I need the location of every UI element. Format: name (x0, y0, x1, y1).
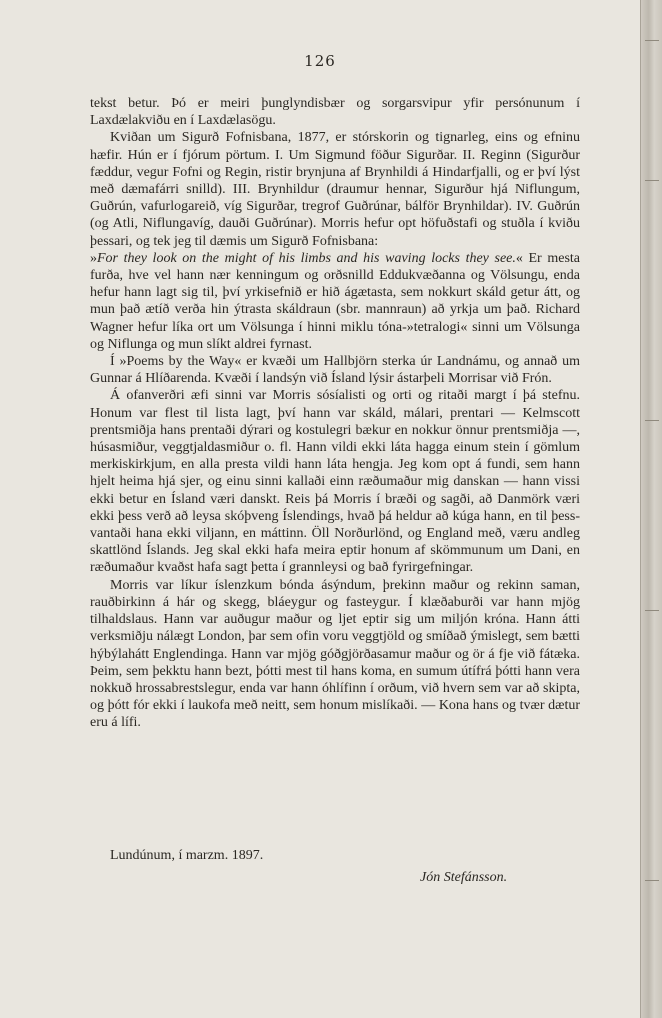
author-signature: Jón Stefánsson. (420, 870, 508, 885)
paragraph: Kviðan um Sigurð Fofnisbana, 1877, er stórskorin og tignarleg, eins og efninu hæfir. Hún er í fjórum pörtum. I. Um Sigmund föður Sigurðar. II. Reginn (Sigurður fæddur, vegur Fofni og Regin, ristir brynjuna af Brynhildi á Hindarfjalli, og er því lýst með dæmafárri snilld). III. Brynhildur (draumur hennar, Sigurður hjá Niflungum, Guðrún, vafurlogareið, víg Sigurðar, tregrof Guðrúnar, bálför Brynhildar). IV. Guðrún (og Atli, Niflungavíg, dauði Guðrúnar). Morris hefur opt höfuðstafi og stuðla í kviðu þessari, og tek jeg til dæmis um Sigurð Fofnisbana: (90, 130, 580, 249)
paragraph: Á ofanverðri æfi sinni var Morris sósíalisti og orti og ritaði margt í þá stefnu. Honum var flest til lista lagt, því hann var skáld, málari, prentari — Kelmscott prentsmiðja hans prentaði dýrari og kostulegri bækur en nokkur önnur prentsmiðja —, húsasmiður, veggtjaldasmiður o. fl. Hann vildi ekki láta hagga einum stein í gömlum merkiskirkjum, en alla presta vildi hann láta hengja. Jeg kom opt á fundi, sem hann hjelt heima hjá sjer, og einu sinni kallaði einn ræðumaður mig danskan — hann vissi ekki betur en Ísland væri danskt. Reis þá Morris í bræði og sagði, að Danmörk væri ekki þess verð að leysa skóþveng Íslendings, hvað þá heldur að kúga hann, en til þess-vantaði hana ekki viljann, en máttinn. Öll Norðurlönd, og England með, væru andleg skattlönd Íslands. Jeg skal ekki hafa meira eptir honum af skömmunum um Dani, en ræðumaður kvaðst hafa sagt þetta í grannleysi og bað fyrirgefningar. (90, 388, 580, 576)
paragraph: Morris var líkur íslenzkum bónda ásýndum, þrekinn maður og rekinn saman, rauðbirkinn á hár og skegg, bláeygur og fasteygur. Í klæðaburði var hann mjög tilhaldslaus. Hann var auðugur maður og ljet eptir sig um miljón króna. Hann átti verksmiðju nálægt London, þar sem ofin voru veggtjöld og smíðað ýmislegt, sem bætti hýbýlahátt Englendinga. Hann var mjög góðgjörðasamur maður og ör á fje við fátæka. Þeim, sem þekktu hann bezt, þótti mest til hans koma, en sumum útífrá þótti hann vera nokkuð hrossabrestslegur, enda var hann óhlífinn í orðum, við hvern sem var að skipta, og þótt fór ekki í laukofa með neitt, sem honum mislíkaði. — Kona hans og tvær dætur eru á lífi. (90, 577, 580, 731)
place-date: Lundúnum, í marzm. 1897. (110, 848, 264, 863)
paragraph: Í »Poems by the Way« er kvæði um Hallbjörn sterka úr Landnámu, og annað um Gunnar á Hlíðarenda. Kvæði í landsýn við Ísland lýsir ástarþeli Morrisar við Frón. (90, 354, 580, 387)
page-edge (640, 0, 662, 1018)
paragraph-quote: »For they look on the might of his limbs and his waving locks they see.« Er mesta furða, hve vel hann nær kenningum og orðsnilld Eddukvæðanna og Völsungu, enda hefur hann lagt sig til, því yrkisefnið er hið ágætasta, sem nokkurt skáld getur átt, og mun það ætíð verða hin ýtrasta skáldraun (sbr. mannraun) að yrkja um það. Richard Wagner hefur líka ort um Völsunga í hinni miklu tóna-»tetralogi« sinni um Völsunga og Niflunga og mun slíkt aldrei fyrnast. (90, 250, 580, 352)
body-text (90, 95, 580, 732)
paragraph: tekst betur. Þó er meiri þunglyndisbær og sorgarsvipur yfir persónunum í Laxdælakviðu en í Laxdælasögu. (90, 96, 580, 129)
page-number: 126 (304, 52, 336, 70)
english-quotation: For they look on the might of his limbs and his waving locks they see. (97, 250, 516, 266)
